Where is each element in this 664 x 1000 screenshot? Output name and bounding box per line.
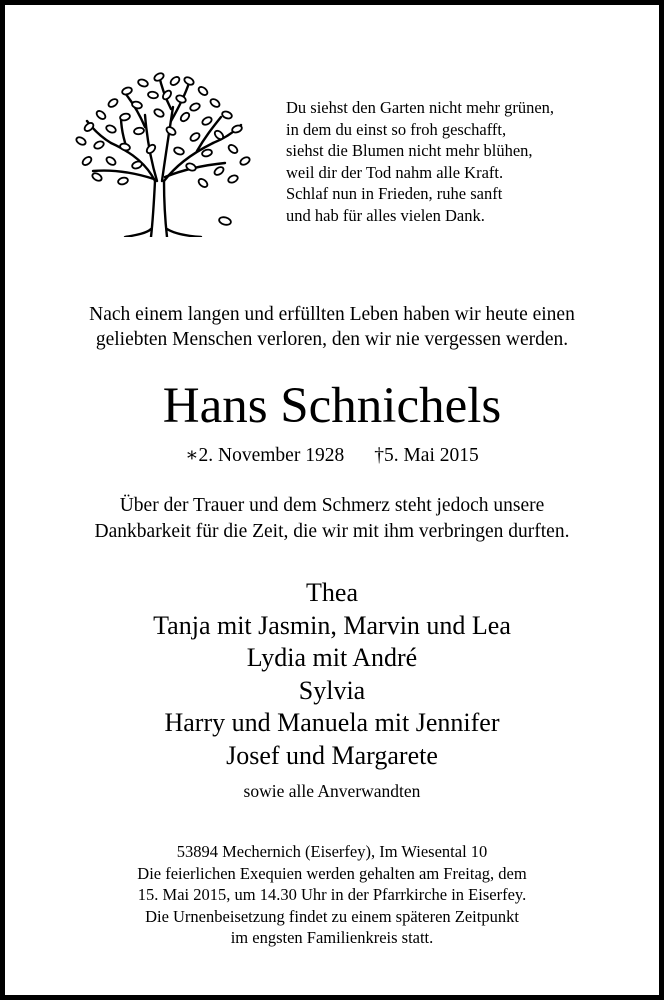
family-member: Sylvia bbox=[298, 675, 366, 705]
gratitude-line: Dankbarkeit für die Zeit, die wir mit ihm verbringen durften. bbox=[94, 521, 570, 542]
poem-line: in dem du einst so froh geschafft, bbox=[286, 119, 507, 139]
tree-illustration bbox=[67, 69, 257, 237]
intro-line: geliebten Menschen verloren, den wir nie vergessen werden. bbox=[95, 329, 569, 350]
info-line: Die feierlichen Exequien werden gehalten am Freitag, dem bbox=[137, 863, 527, 883]
gratitude-text bbox=[5, 493, 659, 545]
intro-text bbox=[5, 302, 659, 352]
family-member: Lydia mit André bbox=[246, 643, 418, 672]
family-member: Harry und Manuela mit Jennifer bbox=[164, 708, 500, 737]
relatives-line: sowie alle Anverwandten bbox=[243, 781, 421, 801]
family-member: Josef und Margarete bbox=[226, 740, 438, 770]
funeral-info bbox=[5, 841, 659, 949]
info-line: im engsten Familienkreis statt. bbox=[230, 928, 434, 947]
info-line: 15. Mai 2015, um 14.30 Uhr in der Pfarrkirche in Eiserfey. bbox=[137, 885, 527, 904]
deceased-name: Hans Schnichels bbox=[162, 378, 502, 434]
cross-icon: † bbox=[374, 445, 384, 466]
info-line: Die Urnenbeisetzung findet zu einem späteren Zeitpunkt bbox=[145, 906, 519, 926]
birth-date bbox=[185, 444, 344, 468]
death-date bbox=[374, 444, 479, 468]
poem-line: Du siehst den Garten nicht mehr grünen, bbox=[286, 98, 555, 117]
poem-line: siehst die Blumen nicht mehr blühen, bbox=[286, 141, 533, 161]
intro-line: Nach einem langen und erfüllten Leben haben wir heute einen bbox=[89, 304, 575, 325]
death-date-text: 5. Mai 2015 bbox=[383, 445, 479, 466]
poem-line: und hab für alles vielen Dank. bbox=[286, 205, 485, 225]
poem bbox=[286, 97, 554, 227]
poem-line: Schlaf nun in Frieden, ruhe sanft bbox=[286, 184, 503, 204]
gratitude-line: Über der Trauer und dem Schmerz steht jedoch unsere bbox=[119, 495, 545, 516]
family-member: Tanja mit Jasmin, Marvin und Lea bbox=[153, 610, 511, 640]
family-list bbox=[5, 577, 659, 772]
poem-line: weil dir der Tod nahm alle Kraft. bbox=[286, 162, 504, 182]
address-line: 53894 Mechernich (Eiserfey), Im Wiesental 10 bbox=[176, 842, 488, 861]
birth-date-text: 2. November 1928 bbox=[198, 445, 345, 466]
family-member: Thea bbox=[306, 578, 358, 607]
life-dates bbox=[5, 444, 659, 468]
star-icon: ∗ bbox=[185, 445, 199, 466]
